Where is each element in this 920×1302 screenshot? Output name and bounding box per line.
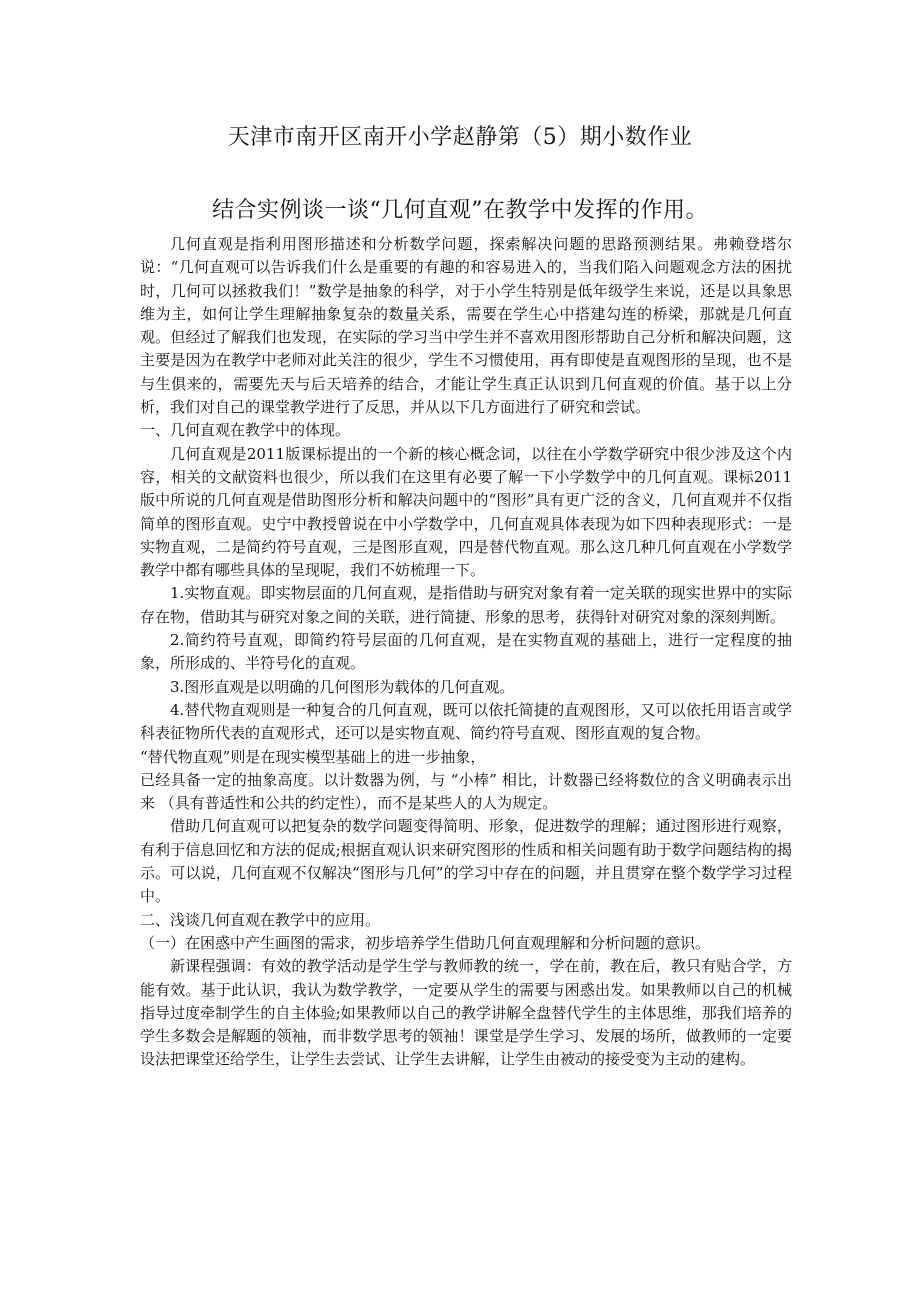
document-body: [140, 233, 792, 1072]
subsection-heading-1: （一）在困惑中产生画图的需求，初步培养学生借助几何直观理解和分析问题的意识。: [140, 933, 711, 952]
list-item-symbolic-intuition: 2.简约符号直观，即简约符号层面的几何直观，是在实物直观的基础上，进行一定程度的抽象，所形成的、半符号化的直观。: [140, 631, 792, 673]
document-title: 天津市南开区南开小学赵静第（5）期小数作业: [227, 125, 693, 150]
list-item-physical-intuition: 1.实物直观。即实物层面的几何直观，是指借助与研究对象有着一定关联的现实世界中的实际存在物，借助其与研究对象之间的关联，进行简捷、形象的思考，获得针对研究对象的深刻判断。: [140, 584, 792, 626]
paragraph-curriculum: 几何直观是2011版课标提出的一个新的核心概念词，以往在小学数学研究中很少涉及这个内容，相关的文献资料也很少，所以我们在这里有必要了解一下小学数学中的几何直观。课标2011版中所说的几何直观是借助图形分析和解决问题中的“图形”具有更广泛的含义，几何直观并不仅指简单的图形直观。史宁中教授曾说在中小学数学中，几何直观具体表现为如下四种表现形式：一是实物直观，二是简约符号直观，三是图形直观，四是替代物直观。那么这几种几何直观在小学数学教学中都有哪些具体的呈现呢，我们不妨梳理一下。: [140, 444, 792, 580]
section-heading-1: 一、几何直观在教学中的体现。: [140, 421, 351, 440]
paragraph-intro: 几何直观是指利用图形描述和分析数学问题，探索解决问题的思路预测结果。弗赖登塔尔说：“几何直观可以告诉我们什么是重要的有趣的和容易进入的，当我们陷入问题观念方法的困扰时，几何可以拯救我们！”数学是抽象的科学，对于小学生特别是低年级学生来说，还是以具象思维为主，如何让学生理解抽象复杂的数量关系，需要在学生心中搭建勾连的桥梁，那就是几何直观。但经过了解我们也发现，在实际的学习当中学生并不喜欢用图形帮助自己分析和解决问题，这主要是因为在教学中老师对此关注的很少，学生不习惯使用，再有即使是直观图形的呈现，也不是与生俱来的，需要先天与后天培养的结合，才能让学生真正认识到几何直观的价值。基于以上分析，我们对自己的课堂教学进行了反思，并从以下几方面进行了研究和尝试。: [140, 235, 792, 417]
paragraph-new-curriculum: 新课程强调：有效的教学活动是学生学与教师教的统一，学在前，教在后，教只有贴合学，方能有效。基于此认识，我认为数学教学，一定要从学生的需要与困惑出发。如果教师以自己的机械指导过度牵制学生的自主体验;如果教师以自己的教学讲解全盘替代学生的主体思维，那我们培养的学生多数会是解题的领袖，而非数学思考的领袖！课堂是学生学习、发展的场所，做教师的一定要设法把课堂还给学生，让学生去尝试、让学生去讲解，让学生由被动的接受变为主动的建构。: [140, 957, 792, 1069]
list-item-substitute-intuition: 4.替代物直观则是一种复合的几何直观，既可以依托简捷的直观图形，又可以依托用语言或学科表征物所代表的直观形式，还可以是实物直观、简约符号直观、图形直观的复合物。: [140, 700, 792, 743]
document-subtitle: 结合实例谈一谈“几何直观”在教学中发挥的作用。: [212, 198, 708, 223]
section-heading-2: 二、浅谈几何直观在教学中的应用。: [140, 910, 381, 929]
paragraph-substitute-note: “替代物直观”则是在现实模型基础上的进一步抽象，: [140, 747, 486, 766]
paragraph-benefits: 借助几何直观可以把复杂的数学问题变得简明、形象，促进数学的理解；通过图形进行观察，有利于信息回忆和方法的促成;根据直观认识来研究图形的性质和相关问题有助于数学问题结构的揭示。可以说，几何直观不仅解决“图形与几何”的学习中存在的问题，并且贯穿在整个数学学习过程中。: [140, 817, 792, 906]
list-item-graphic-intuition: 3.图形直观是以明确的几何图形为载体的几何直观。: [170, 677, 515, 696]
paragraph-counter-example: 已经具备一定的抽象高度。以计数器为例，与 “小棒” 相比，计数器已经将数位的含义明确表示出来 （具有普适性和公共的约定性），而不是某些人的人为规定。: [140, 770, 792, 813]
